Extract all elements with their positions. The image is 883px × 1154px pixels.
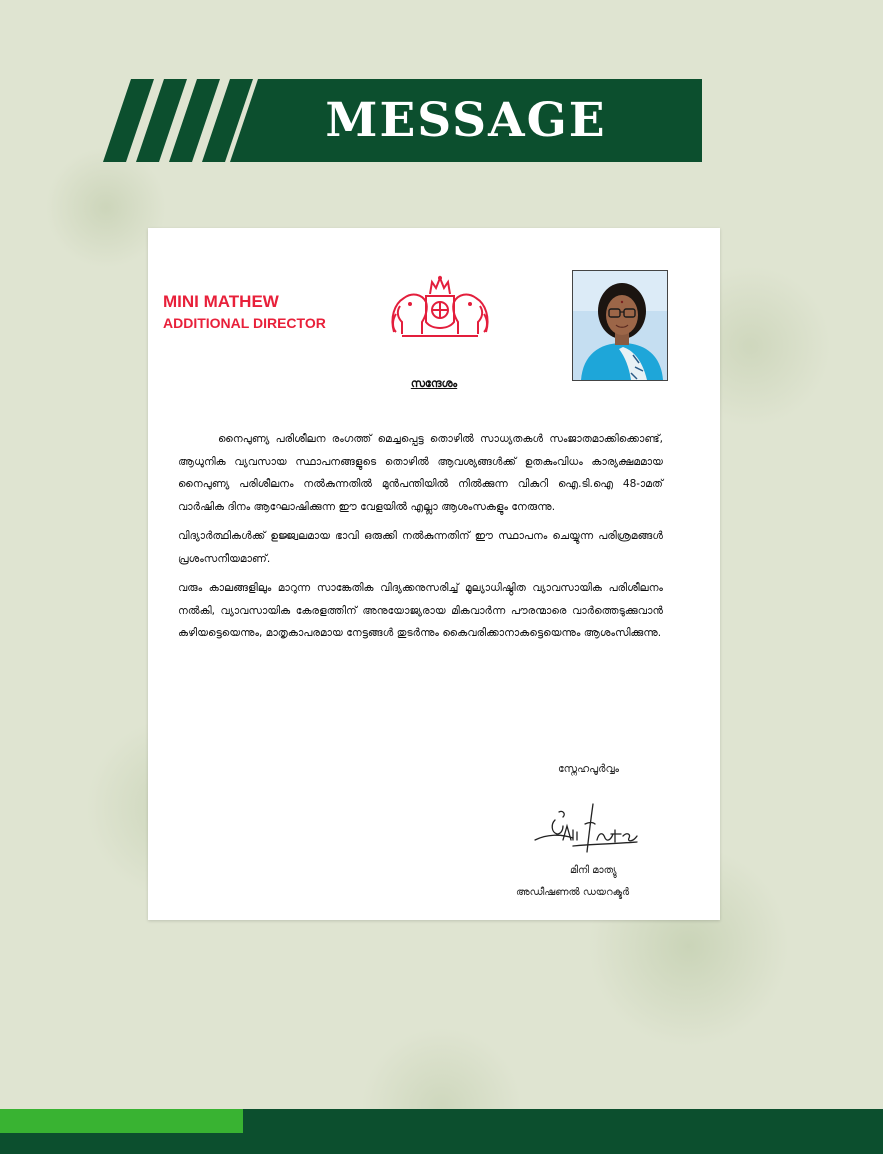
letter-paragraph: വരും കാലങ്ങളിലും മാറുന്ന സാങ്കേതിക വിദ്യക്കനുസരിച്ച് മൂല്യാധിഷ്ഠിത വ്യാവസായിക പരിശീലനം നൽകി, വ്യാവസായിക കേരളത്തിന് അനുയോജ്യരായ മികവാർന്ന പൗരന്മാരെ വാർത്തെടുക്കുവാൻ കഴിയട്ടെയെന്നും, മാതൃകാപരമായ നേട്ടങ്ങൾ തുടർന്നും കൈവരിക്കാനാകട്ടെയെന്നും ആശംസിക്കുന്നു. [178,582,663,639]
sender-name: MINI MATHEW [163,292,279,311]
sender-designation: ADDITIONAL DIRECTOR [163,315,326,331]
letter-body [178,428,663,652]
kerala-state-emblem-icon [388,274,492,338]
letter-closing: സ്നേഹപൂർവ്വം [558,763,620,775]
letter-paper [148,228,720,920]
letter-heading: സന്ദേശം [410,377,458,390]
signatory-name: മിനി മാത്യു [570,865,617,876]
signatory-title: അഡീഷണൽ ഡയറക്ടർ [516,887,630,898]
letter-paragraph: നൈപുണ്യ പരിശീലന രംഗത്ത് മെച്ചപ്പെട്ട തൊഴിൽ സാധ്യതകൾ സംജാതമാക്കിക്കൊണ്ട്, ആധുനിക വ്യവസായ സ്ഥാപനങ്ങളുടെ തൊഴിൽ ആവശ്യങ്ങൾക്ക് ഉതകുംവിധം കാര്യക്ഷമമായ നൈപുണ്യ പരിശീലനം നൽകുന്നതിൽ മുൻപന്തിയിൽ നിൽക്കുന്ന വികുറി ഐ.ടി.ഐ 48-ാമത് വാർഷിക ദിനം ആഘോഷിക്കുന്ന ഈ വേളയിൽ എല്ലാ ആശംസകളും നേരുന്നു. [178,433,663,513]
footer-bar-accent [0,1109,243,1133]
letter-paragraph: വിദ്യാർത്ഥികൾക്ക് ഉജ്ജ്വലമായ ഭാവി ഒരുക്കി നൽകുന്നതിന് ഈ സ്ഥാപനം ചെയ്യുന്ന പരിശ്രമങ്ങൾ പ്രശംസനീയമാണ്. [178,530,663,565]
handwritten-signature [533,800,643,860]
banner-title: MESSAGE [325,93,607,148]
portrait-photo [572,270,668,381]
